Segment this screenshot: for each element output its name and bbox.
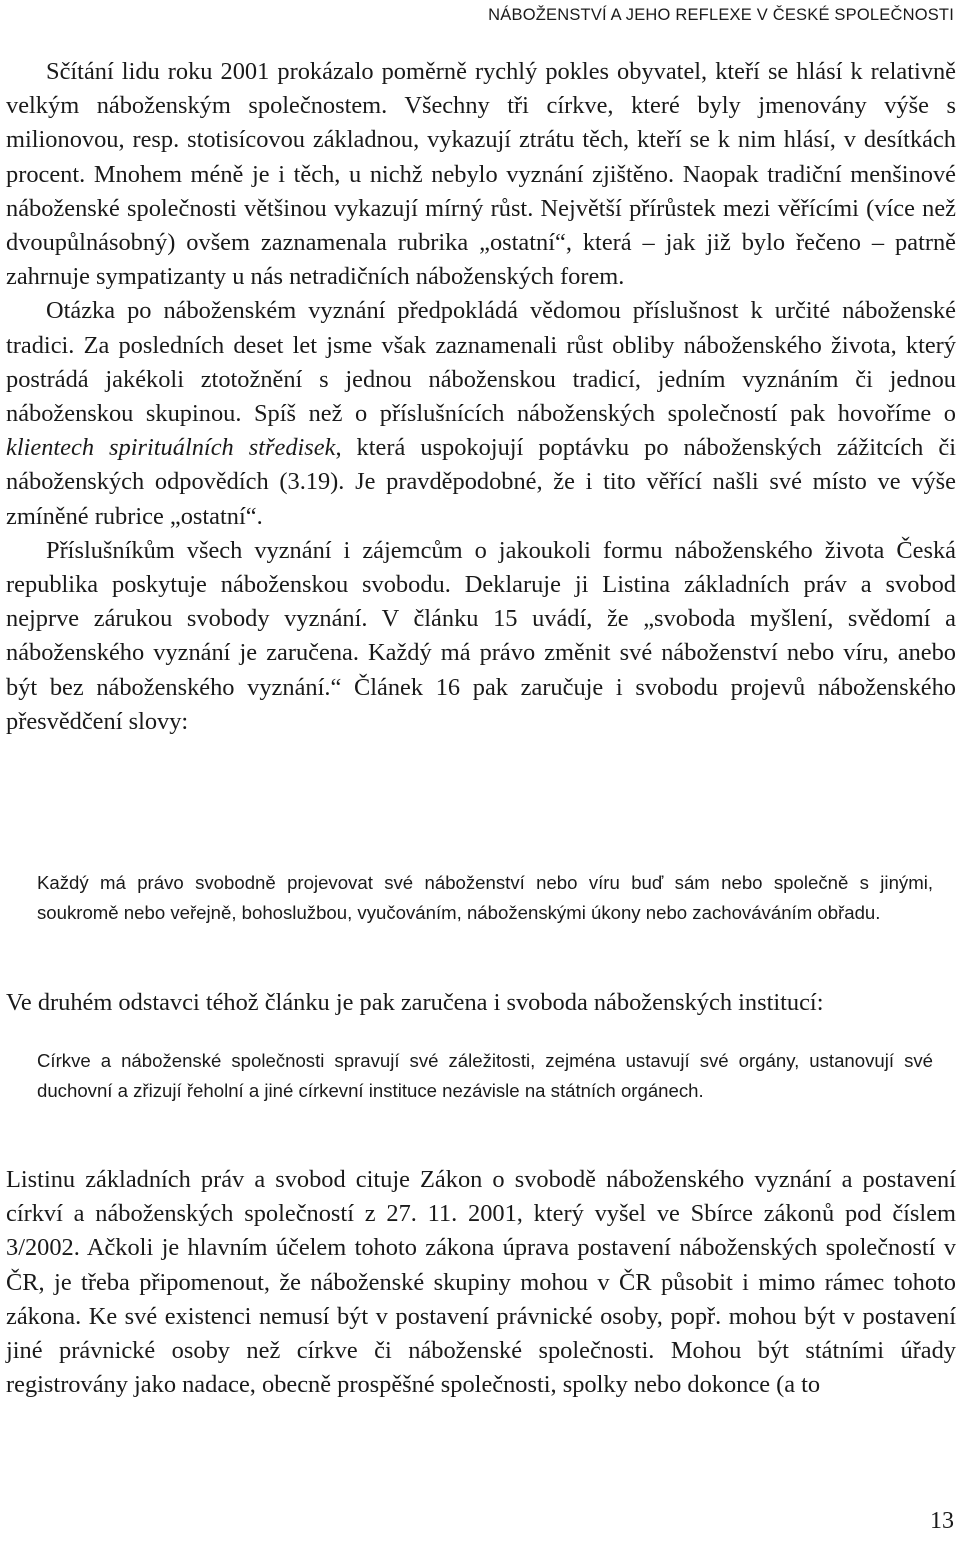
main-text: [6, 55, 956, 739]
block-quote-article-16: Každý má právo svobodně projevovat své náboženství nebo víru buď sám nebo společně s jinými, soukromě nebo veřejně, bohoslužbou, vyučováním, náboženskými úkony nebo zachováváním obřadu.: [37, 872, 933, 923]
paragraph-religious-freedom: Příslušníkům všech vyznání i zájemcům o jakoukoli formu náboženského života Česká republika poskytuje náboženskou svobodu. Deklaruje ji Listina základních práv a svobod nejprve zárukou svobody vyznání. V článku 15 uvádí, že „svoboda myšlení, svědomí a náboženského vyznání je zaručena. Každý má právo změnit své náboženství nebo víru, anebo být bez náboženského vyznání.“ Článek 16 pak zaručuje i svobodu projevů náboženského přesvědčení slovy:: [6, 536, 956, 735]
paragraph-text: Otázka po náboženském vyznání předpokládá vědomou příslušnost k určité náboženské tradici. Za posledních deset let jsme však zaznamenali růst obliby náboženského života, který postrádá jakékoli ztotožnění s jednou náboženskou tradicí, jedním vyznáním či jednou náboženskou skupinou. Spíš než o příslušnících náboženských společností pak hovoříme o: [6, 297, 956, 428]
paragraph-census: Sčítání lidu roku 2001 prokázalo poměrně rychlý pokles obyvatel, kteří se hlásí k relativně velkým náboženským společnostem. Všechny tři církve, které byly jmenovány výše s milionovou, resp. stotisícovou základnou, vykazují ztrátu těch, kteří se k nim hlásí, v desítkách procent. Mnohem méně je i těch, u nichž nebylo vyznání zjištěno. Naopak tradiční menšinové náboženské společnosti většinou vykazují mírný růst. Největší přírůstek mezi věřícími (více než dvoupůlnásobný) ovšem zaznamenala rubrika „ostatní“, která – jak již bylo řečeno – patrně zahrnuje sympatizanty u nás netradičních náboženských forem.: [6, 58, 956, 291]
running-header: NÁBOŽENSTVÍ A JEHO REFLEXE V ČESKÉ SPOLEČNOSTI: [488, 6, 954, 24]
paragraph-text: , která uspokojují poptávku po náboženských zážitcích či náboženských odpovědích (3.19). Je pravděpodobné, že i tito věřící našli své místo ve výše zmíněné rubrice „ostatní“.: [6, 434, 956, 530]
paragraph-second-clause: Ve druhém odstavci téhož článku je pak zaručena i svoboda náboženských institucí:: [6, 989, 824, 1016]
paragraph-religious-affiliation: [6, 294, 956, 533]
paragraph-law-citation: Listinu základních práv a svobod cituje Zákon o svobodě náboženského vyznání a postavení církví a náboženských společností z 27. 11. 2001, který vyšel ve Sbírce zákonů pod číslem 3/2002. Ačkoli je hlavním účelem tohoto zákona úprava postavení náboženských společností v ČR, je třeba připomenout, že náboženské skupiny mohou v ČR působit i mimo rámec tohoto zákona. Ke své existenci nemusí být v postavení právnické osoby, popř. mohou být v postavení jiné právnické osoby než církve či náboženské společnosti. Mohou být státními úřady registrovány jako nadace, obecně prospěšné společnosti, spolky nebo dokonce (a to: [6, 1166, 956, 1399]
page-number: 13: [930, 1508, 954, 1534]
italic-term: klientech spirituálních středisek: [6, 434, 336, 462]
block-quote-churches: Církve a náboženské společnosti spravují své záležitosti, zejména ustavují své orgány, ustanovují své duchovní a zřizují řeholní a jiné církevní instituce nezávisle na státních orgánech.: [37, 1050, 933, 1101]
